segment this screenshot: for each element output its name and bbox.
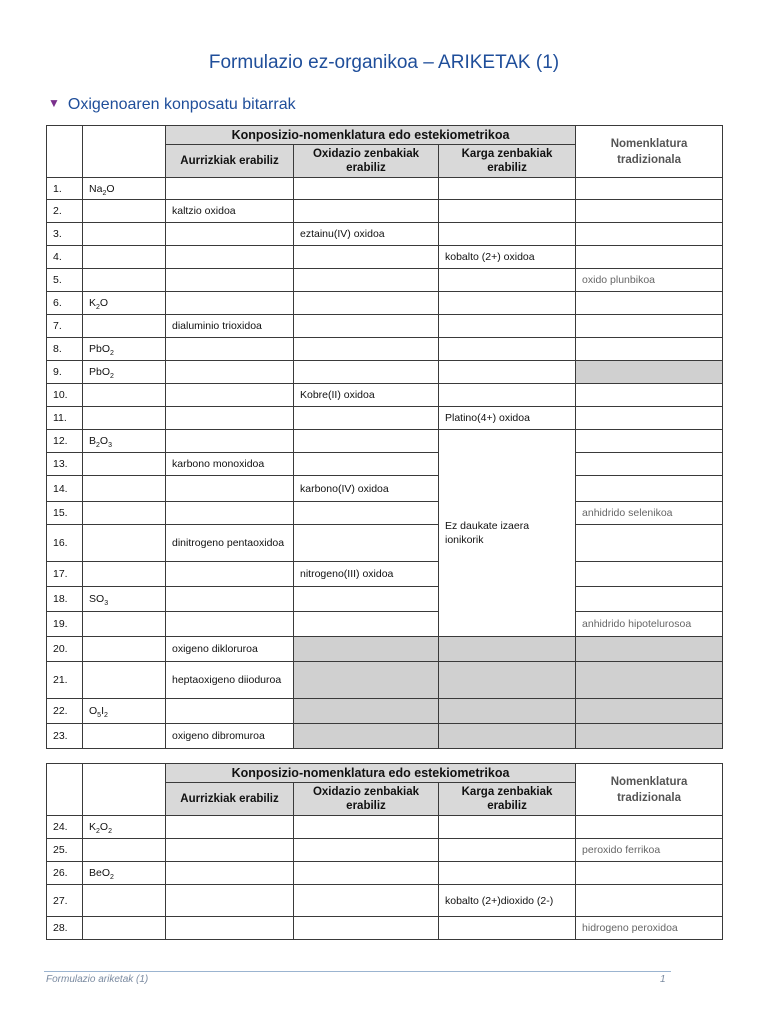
- traditional-name-cell[interactable]: oxido plunbikoa: [576, 269, 723, 292]
- prefix-name-cell[interactable]: [166, 562, 294, 587]
- charge-name-cell[interactable]: [439, 384, 576, 407]
- arrow-down-bullet-icon: ▼: [48, 96, 60, 110]
- formula-cell[interactable]: [83, 637, 166, 662]
- table-row: [47, 612, 723, 637]
- row-number: 11.: [47, 407, 83, 430]
- formula-cell[interactable]: [83, 917, 166, 940]
- prefix-name-cell[interactable]: [166, 384, 294, 407]
- table-row: [47, 315, 723, 338]
- table-row: [47, 178, 723, 200]
- row-number: 19.: [47, 612, 83, 637]
- formula-cell[interactable]: $B_2O_3$: [83, 430, 166, 453]
- exercise-table-1: [46, 125, 723, 749]
- oxidation-name-cell[interactable]: [294, 525, 439, 562]
- oxidation-name-cell[interactable]: [294, 430, 439, 453]
- charge-name-cell[interactable]: [439, 699, 576, 724]
- charge-name-cell[interactable]: [439, 724, 576, 749]
- prefix-name-cell[interactable]: [166, 223, 294, 246]
- formula-cell[interactable]: [83, 269, 166, 292]
- traditional-name-cell[interactable]: [576, 292, 723, 315]
- header-blank-formula: [83, 126, 166, 178]
- table-row: [47, 384, 723, 407]
- formula-cell[interactable]: [83, 200, 166, 223]
- oxidation-name-cell[interactable]: [294, 724, 439, 749]
- oxidation-name-cell[interactable]: [294, 699, 439, 724]
- header-blank-number: [47, 764, 83, 816]
- row-number: 26.: [47, 862, 83, 885]
- section-heading: [48, 96, 296, 114]
- formula-cell[interactable]: [83, 476, 166, 502]
- prefix-name-cell[interactable]: kaltzio oxidoa: [166, 200, 294, 223]
- row-number: 14.: [47, 476, 83, 502]
- row-number: 3.: [47, 223, 83, 246]
- traditional-name-cell[interactable]: [576, 525, 723, 562]
- prefix-name-cell[interactable]: [166, 917, 294, 940]
- oxidation-name-cell[interactable]: [294, 885, 439, 917]
- table-row: [47, 269, 723, 292]
- row-number: 13.: [47, 453, 83, 476]
- prefix-name-cell[interactable]: [166, 407, 294, 430]
- table-row: [47, 662, 723, 699]
- oxidation-name-cell[interactable]: [294, 662, 439, 699]
- prefix-name-cell[interactable]: [166, 612, 294, 637]
- prefix-name-cell[interactable]: [166, 699, 294, 724]
- oxidation-name-cell[interactable]: [294, 637, 439, 662]
- table-row: [47, 407, 723, 430]
- prefix-name-cell[interactable]: [166, 269, 294, 292]
- table-row: [47, 292, 723, 315]
- table-row: [47, 223, 723, 246]
- row-number: 2.: [47, 200, 83, 223]
- formula-cell[interactable]: PbO$_2$: [83, 338, 166, 361]
- formula-cell[interactable]: [83, 223, 166, 246]
- prefix-name-cell[interactable]: [166, 476, 294, 502]
- oxidation-name-cell[interactable]: [294, 839, 439, 862]
- prefix-name-cell[interactable]: heptaoxigeno diioduroa: [166, 662, 294, 699]
- prefix-name-cell[interactable]: dialuminio trioxidoa: [166, 315, 294, 338]
- traditional-name-cell[interactable]: hidrogeno peroxidoa: [576, 917, 723, 940]
- header-traditional: Nomenklatura tradizionala: [576, 764, 723, 816]
- formula-cell[interactable]: $Na_2O$: [83, 178, 166, 200]
- prefix-name-cell[interactable]: [166, 338, 294, 361]
- oxidation-name-cell[interactable]: eztainu(IV) oxidoa: [294, 223, 439, 246]
- prefix-name-cell[interactable]: oxigeno dikloruroa: [166, 637, 294, 662]
- formula-cell[interactable]: [83, 525, 166, 562]
- oxidation-name-cell[interactable]: [294, 315, 439, 338]
- traditional-name-cell[interactable]: [576, 223, 723, 246]
- oxidation-name-cell[interactable]: [294, 587, 439, 612]
- table-row: [47, 917, 723, 940]
- prefix-name-cell[interactable]: oxigeno dibromuroa: [166, 724, 294, 749]
- formula-cell[interactable]: PbO$_2$: [83, 361, 166, 384]
- table-row: [47, 862, 723, 885]
- prefix-name-cell[interactable]: [166, 430, 294, 453]
- formula-cell[interactable]: [83, 562, 166, 587]
- table-row: [47, 587, 723, 612]
- oxidation-name-cell[interactable]: [294, 612, 439, 637]
- formula-cell[interactable]: [83, 246, 166, 269]
- footer-divider: [44, 971, 671, 972]
- row-number: 21.: [47, 662, 83, 699]
- oxidation-name-cell[interactable]: [294, 453, 439, 476]
- charge-name-cell[interactable]: [439, 292, 576, 315]
- traditional-name-cell[interactable]: [576, 384, 723, 407]
- table-row: [47, 525, 723, 562]
- prefix-name-cell[interactable]: karbono monoxidoa: [166, 453, 294, 476]
- header-group: Konposizio-nomenklatura edo estekiometrikoa: [166, 126, 576, 145]
- header-blank-number: [47, 126, 83, 178]
- header-prefixes: Aurrizkiak erabiliz: [166, 145, 294, 178]
- prefix-name-cell[interactable]: [166, 502, 294, 525]
- charge-name-cell[interactable]: Platino(4+) oxidoa: [439, 407, 576, 430]
- traditional-name-cell[interactable]: [576, 315, 723, 338]
- table-row: [47, 724, 723, 749]
- table-row: [47, 839, 723, 862]
- formula-cell[interactable]: [83, 662, 166, 699]
- header-oxidation: Oxidazio zenbakiak erabiliz: [294, 145, 439, 178]
- prefix-name-cell[interactable]: [166, 361, 294, 384]
- row-number: 23.: [47, 724, 83, 749]
- traditional-name-cell[interactable]: [576, 430, 723, 453]
- charge-name-cell[interactable]: [439, 223, 576, 246]
- oxidation-name-cell[interactable]: karbono(IV) oxidoa: [294, 476, 439, 502]
- table-row: [47, 816, 723, 839]
- charge-name-cell[interactable]: [439, 839, 576, 862]
- oxidation-name-cell[interactable]: [294, 246, 439, 269]
- table-row: [47, 637, 723, 662]
- traditional-name-cell[interactable]: [576, 178, 723, 200]
- table-row: [47, 430, 723, 453]
- formula-cell[interactable]: $SO_3$: [83, 587, 166, 612]
- row-number: 5.: [47, 269, 83, 292]
- page-title: Formulazio ez-organikoa – ARIKETAK (1): [208, 52, 560, 73]
- prefix-name-cell[interactable]: [166, 246, 294, 269]
- row-number: 7.: [47, 315, 83, 338]
- oxidation-name-cell[interactable]: [294, 917, 439, 940]
- charge-name-cell[interactable]: [439, 662, 576, 699]
- formula-cell[interactable]: [83, 612, 166, 637]
- oxidation-name-cell[interactable]: [294, 178, 439, 200]
- charge-name-cell[interactable]: [439, 637, 576, 662]
- row-number: 25.: [47, 839, 83, 862]
- prefix-name-cell[interactable]: [166, 178, 294, 200]
- table-row: [47, 453, 723, 476]
- row-number: 16.: [47, 525, 83, 562]
- table-row: [47, 200, 723, 223]
- formula-cell[interactable]: [83, 407, 166, 430]
- header-group: Konposizio-nomenklatura edo estekiometrikoa: [166, 764, 576, 783]
- traditional-name-cell[interactable]: [576, 699, 723, 724]
- formula-cell[interactable]: [83, 839, 166, 862]
- oxidation-name-cell[interactable]: [294, 338, 439, 361]
- charge-name-cell[interactable]: [439, 917, 576, 940]
- row-number: 9.: [47, 361, 83, 384]
- formula-cell[interactable]: [83, 453, 166, 476]
- row-number: 1.: [47, 178, 83, 200]
- traditional-name-cell[interactable]: [576, 361, 723, 384]
- traditional-name-cell[interactable]: [576, 246, 723, 269]
- row-number: 17.: [47, 562, 83, 587]
- formula-cell[interactable]: $K_2O$: [83, 292, 166, 315]
- traditional-name-cell[interactable]: [576, 562, 723, 587]
- row-number: 8.: [47, 338, 83, 361]
- prefix-name-cell[interactable]: [166, 292, 294, 315]
- row-number: 12.: [47, 430, 83, 453]
- oxidation-name-cell[interactable]: [294, 407, 439, 430]
- table-row: [47, 502, 723, 525]
- table-row: [47, 699, 723, 724]
- oxidation-name-cell[interactable]: [294, 502, 439, 525]
- table-row: [47, 562, 723, 587]
- page-number: 1: [660, 974, 666, 985]
- charge-name-cell[interactable]: [439, 361, 576, 384]
- charge-name-cell[interactable]: kobalto (2+) oxidoa: [439, 246, 576, 269]
- prefix-name-cell[interactable]: [166, 839, 294, 862]
- header-blank-formula: [83, 764, 166, 816]
- charge-name-cell[interactable]: [439, 269, 576, 292]
- table-row: [47, 885, 723, 917]
- charge-name-cell[interactable]: [439, 862, 576, 885]
- traditional-name-cell[interactable]: [576, 662, 723, 699]
- prefix-name-cell[interactable]: [166, 885, 294, 917]
- traditional-name-cell[interactable]: [576, 816, 723, 839]
- traditional-name-cell[interactable]: [576, 862, 723, 885]
- row-number: 22.: [47, 699, 83, 724]
- section-label: Oxigenoaren konposatu bitarrak: [67, 96, 296, 113]
- no-ionic-note-cell: Ez daukate izaera ionikorik: [439, 430, 576, 637]
- row-number: 10.: [47, 384, 83, 407]
- row-number: 15.: [47, 502, 83, 525]
- traditional-name-cell[interactable]: [576, 476, 723, 502]
- row-number: 27.: [47, 885, 83, 917]
- row-number: 6.: [47, 292, 83, 315]
- prefix-name-cell[interactable]: [166, 816, 294, 839]
- oxidation-name-cell[interactable]: Kobre(II) oxidoa: [294, 384, 439, 407]
- traditional-name-cell[interactable]: anhidrido hipotelurosoa: [576, 612, 723, 637]
- prefix-name-cell[interactable]: dinitrogeno pentaoxidoa: [166, 525, 294, 562]
- charge-name-cell[interactable]: [439, 816, 576, 839]
- oxidation-name-cell[interactable]: [294, 269, 439, 292]
- formula-cell[interactable]: [83, 502, 166, 525]
- charge-name-cell[interactable]: kobalto (2+)dioxido (2-): [439, 885, 576, 917]
- formula-cell[interactable]: [83, 885, 166, 917]
- traditional-name-cell[interactable]: [576, 885, 723, 917]
- traditional-name-cell[interactable]: [576, 724, 723, 749]
- row-number: 20.: [47, 637, 83, 662]
- oxidation-name-cell[interactable]: [294, 862, 439, 885]
- formula-cell[interactable]: BeO$_2$: [83, 862, 166, 885]
- traditional-name-cell[interactable]: [576, 338, 723, 361]
- oxidation-name-cell[interactable]: [294, 200, 439, 223]
- header-charge: Karga zenbakiak erabiliz: [439, 783, 576, 816]
- oxidation-name-cell[interactable]: [294, 292, 439, 315]
- traditional-name-cell[interactable]: [576, 200, 723, 223]
- traditional-name-cell[interactable]: [576, 407, 723, 430]
- traditional-name-cell[interactable]: [576, 453, 723, 476]
- charge-name-cell[interactable]: [439, 200, 576, 223]
- prefix-name-cell[interactable]: [166, 587, 294, 612]
- formula-cell[interactable]: $K_2O_2$: [83, 816, 166, 839]
- header-charge: Karga zenbakiak erabiliz: [439, 145, 576, 178]
- charge-name-cell[interactable]: [439, 178, 576, 200]
- traditional-name-cell[interactable]: peroxido ferrikoa: [576, 839, 723, 862]
- row-number: 18.: [47, 587, 83, 612]
- row-number: 24.: [47, 816, 83, 839]
- charge-name-cell[interactable]: [439, 315, 576, 338]
- header-prefixes: Aurrizkiak erabiliz: [166, 783, 294, 816]
- oxidation-name-cell[interactable]: nitrogeno(III) oxidoa: [294, 562, 439, 587]
- exercise-table-2: [46, 763, 723, 940]
- formula-cell[interactable]: [83, 315, 166, 338]
- table-row: [47, 476, 723, 502]
- traditional-name-cell[interactable]: [576, 587, 723, 612]
- row-number: 28.: [47, 917, 83, 940]
- header-traditional: Nomenklatura tradizionala: [576, 126, 723, 178]
- table-row: [47, 361, 723, 384]
- traditional-name-cell[interactable]: [576, 637, 723, 662]
- formula-cell[interactable]: [83, 384, 166, 407]
- oxidation-name-cell[interactable]: [294, 816, 439, 839]
- prefix-name-cell[interactable]: [166, 862, 294, 885]
- traditional-name-cell[interactable]: anhidrido selenikoa: [576, 502, 723, 525]
- table-row: [47, 246, 723, 269]
- header-oxidation: Oxidazio zenbakiak erabiliz: [294, 783, 439, 816]
- formula-cell[interactable]: $O_5I_2$: [83, 699, 166, 724]
- oxidation-name-cell[interactable]: [294, 361, 439, 384]
- footer-title: Formulazio ariketak (1): [46, 974, 149, 985]
- formula-cell[interactable]: [83, 724, 166, 749]
- row-number: 4.: [47, 246, 83, 269]
- table-row: [47, 338, 723, 361]
- charge-name-cell[interactable]: [439, 338, 576, 361]
